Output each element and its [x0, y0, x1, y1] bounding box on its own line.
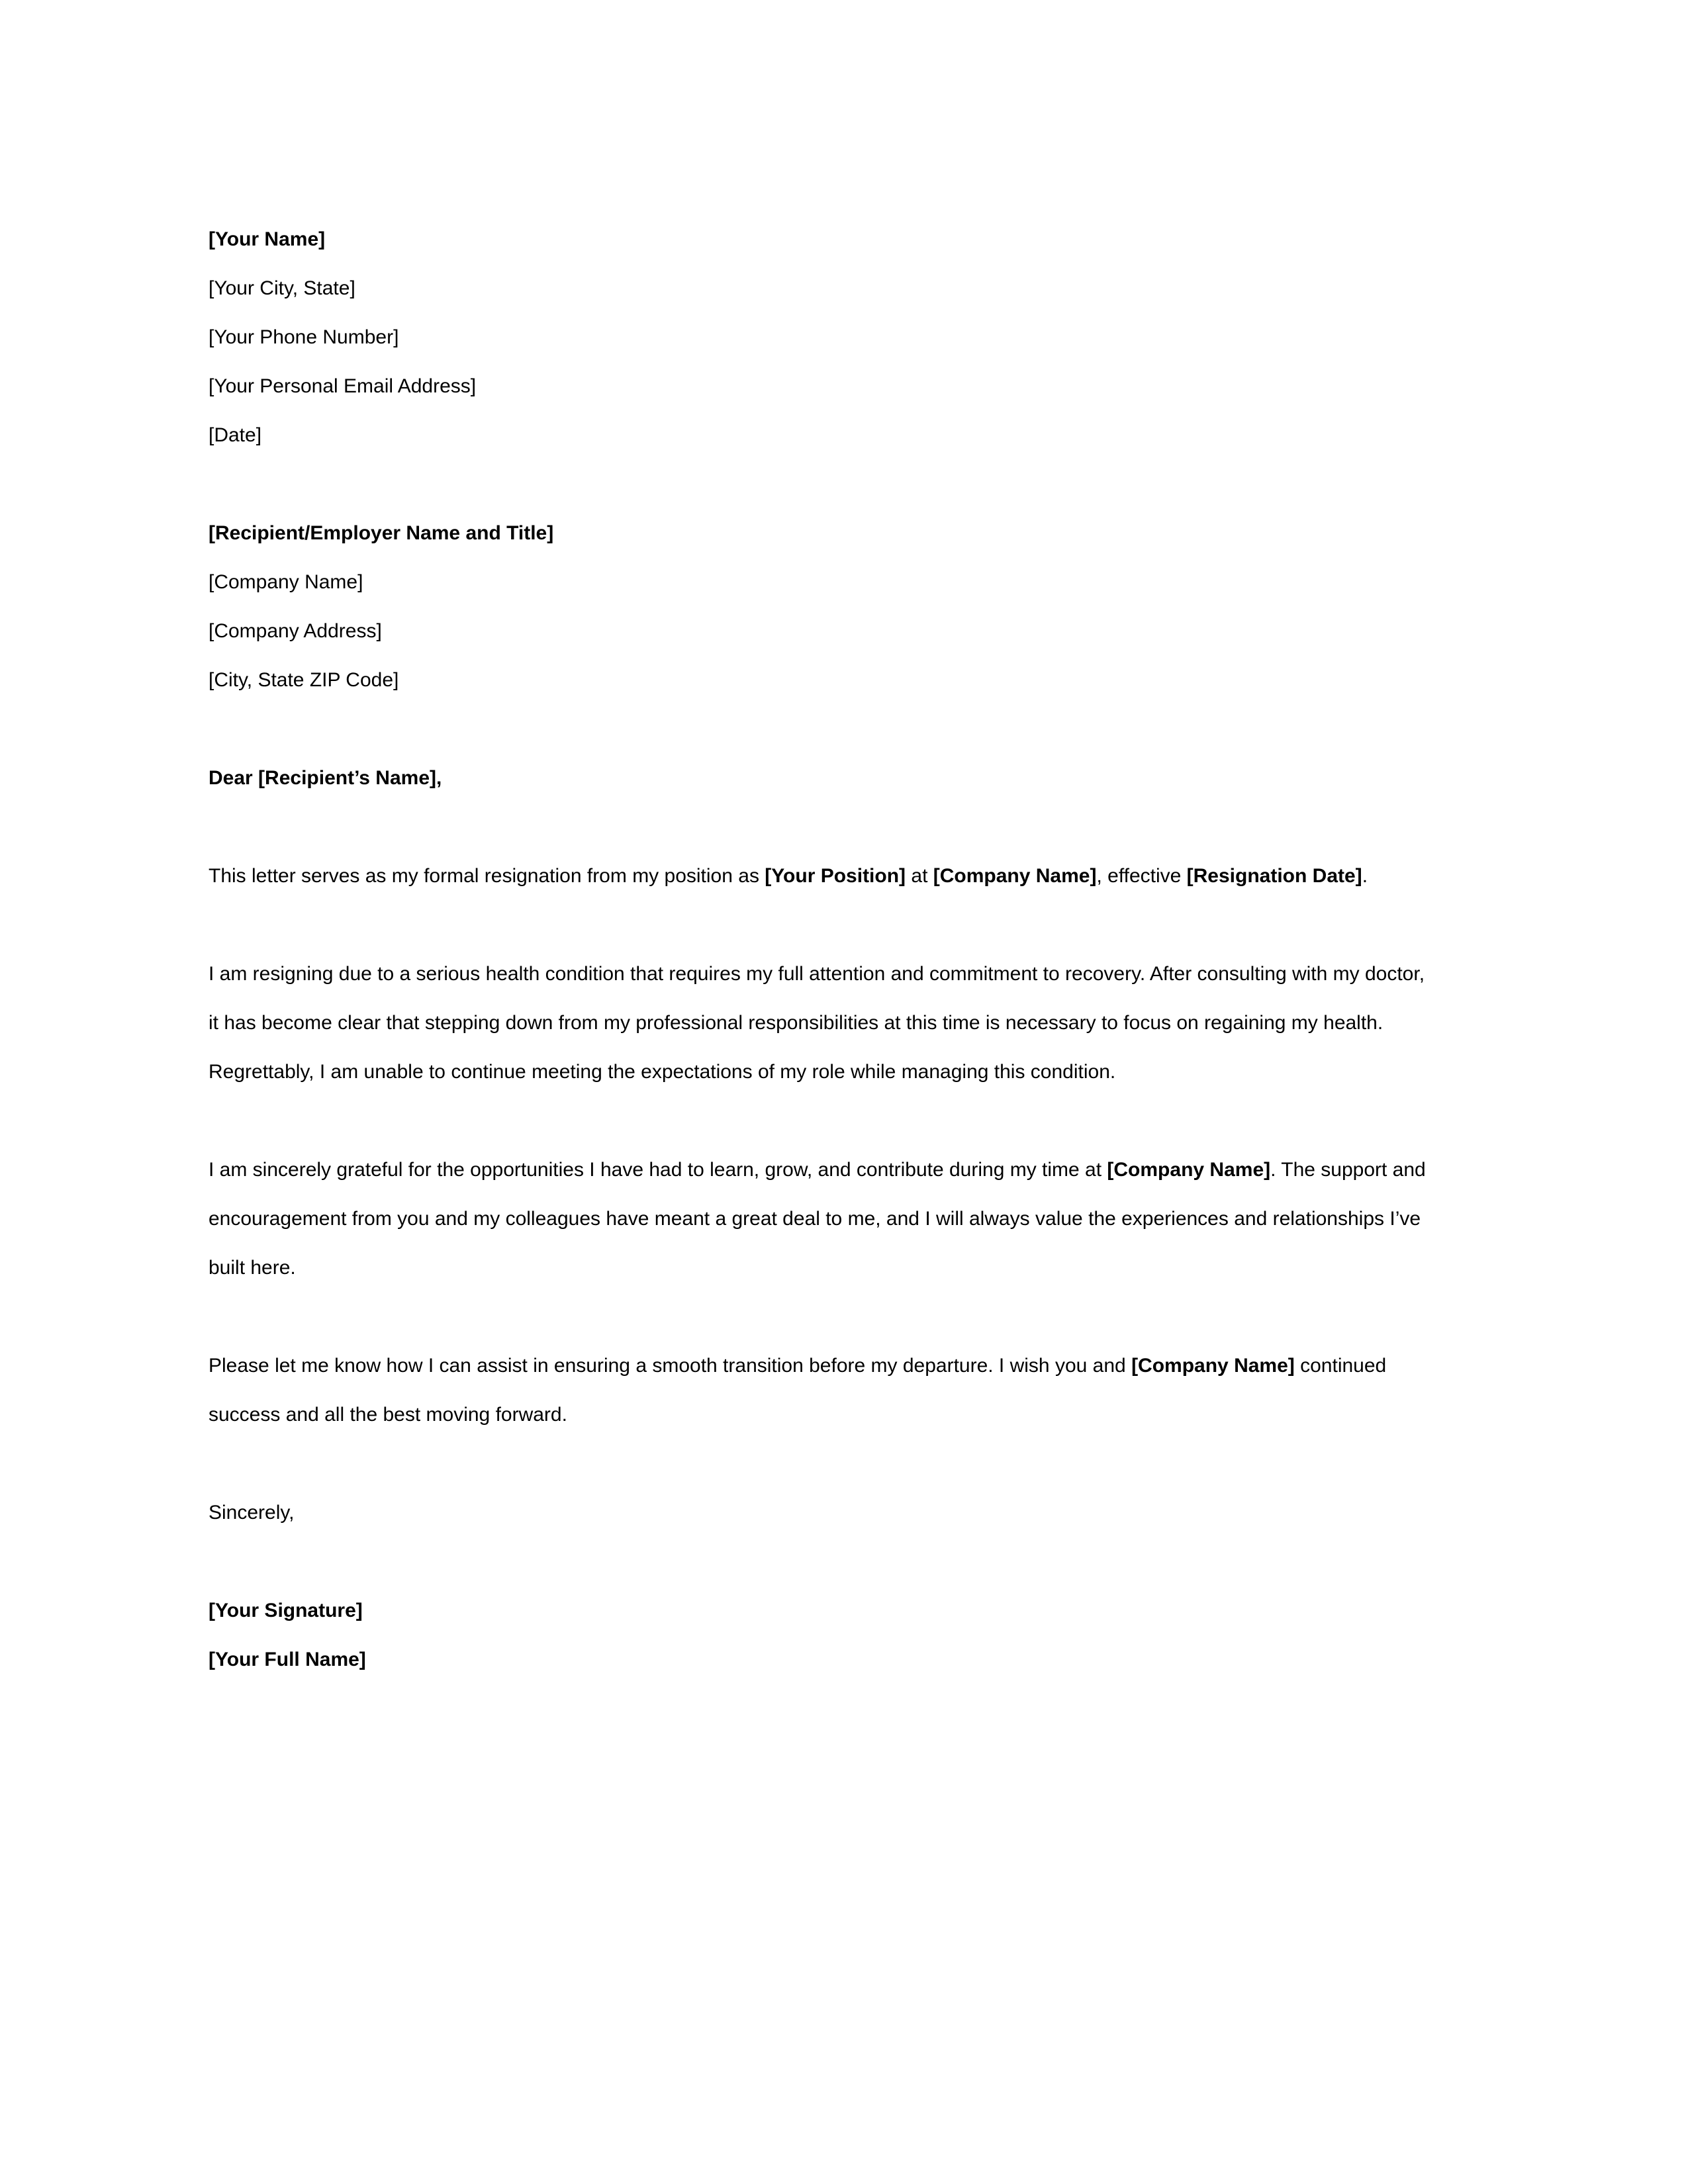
paragraph-4 — [209, 1342, 1440, 1439]
p4-run-3: continued success and all the best moving forward. — [209, 1355, 1387, 1426]
sender-email: [Your Personal Email Address] — [209, 375, 477, 397]
letter-date: [Date] — [209, 424, 262, 446]
sender-city-state: [Your City, State] — [209, 277, 355, 299]
paragraph-3 — [209, 1146, 1440, 1293]
salutation-block — [209, 754, 1440, 803]
p1-run-1: This letter serves as my formal resignation from my position as — [209, 865, 765, 887]
p4-company-name: [Company Name] — [1131, 1355, 1295, 1377]
p4-run-1: Please let me know how I can assist in ensuring a smooth transition before my departure. I wish you and — [209, 1355, 1132, 1377]
paragraph-2: I am resigning due to a serious health condition that requires my full attention and commitment to recovery. After consulting with my doctor, it has become clear that stepping down from my professional responsibilities at this time is necessary to focus on regaining my health. Regrettably, I am unable to continue meeting the expectations of my role while managing this condition. — [209, 963, 1425, 1083]
recipient-company-name: [Company Name] — [209, 571, 363, 593]
closing-block — [209, 1488, 1440, 1537]
p3-run-3: . The support and encouragement from you and my colleagues have meant a great deal to me, and I will always value the experiences and relationships I’ve built here. — [209, 1159, 1426, 1279]
sender-name: [Your Name] — [209, 228, 326, 250]
signature-block — [209, 1586, 1440, 1684]
salutation: Dear [Recipient’s Name], — [209, 767, 442, 789]
recipient-address-block — [209, 509, 1440, 705]
sender-address-block — [209, 215, 1440, 460]
p1-company-name: [Company Name] — [933, 865, 1097, 887]
p1-resignation-date: [Resignation Date] — [1186, 865, 1362, 887]
paragraph-3-block — [209, 1146, 1440, 1293]
p1-run-7: . — [1362, 865, 1368, 887]
p3-company-name: [Company Name] — [1107, 1159, 1271, 1181]
p3-run-1: I am sincerely grateful for the opportunities I have had to learn, grow, and contribute during my time at — [209, 1159, 1107, 1181]
signer-full-name: [Your Full Name] — [209, 1649, 366, 1670]
paragraph-1 — [209, 852, 1440, 901]
letter-body — [209, 215, 1440, 1684]
p1-run-5: , effective — [1096, 865, 1187, 887]
sender-phone: [Your Phone Number] — [209, 326, 399, 348]
paragraph-1-block — [209, 852, 1440, 901]
p1-your-position: [Your Position] — [765, 865, 906, 887]
paragraph-2-block — [209, 950, 1440, 1097]
closing-salutation: Sincerely, — [209, 1502, 295, 1524]
paragraph-4-block — [209, 1342, 1440, 1439]
signature-placeholder: [Your Signature] — [209, 1600, 363, 1621]
p1-run-3: at — [906, 865, 933, 887]
recipient-company-address: [Company Address] — [209, 620, 382, 642]
recipient-name-and-title: [Recipient/Employer Name and Title] — [209, 522, 554, 544]
recipient-city-state-zip: [City, State ZIP Code] — [209, 669, 399, 691]
